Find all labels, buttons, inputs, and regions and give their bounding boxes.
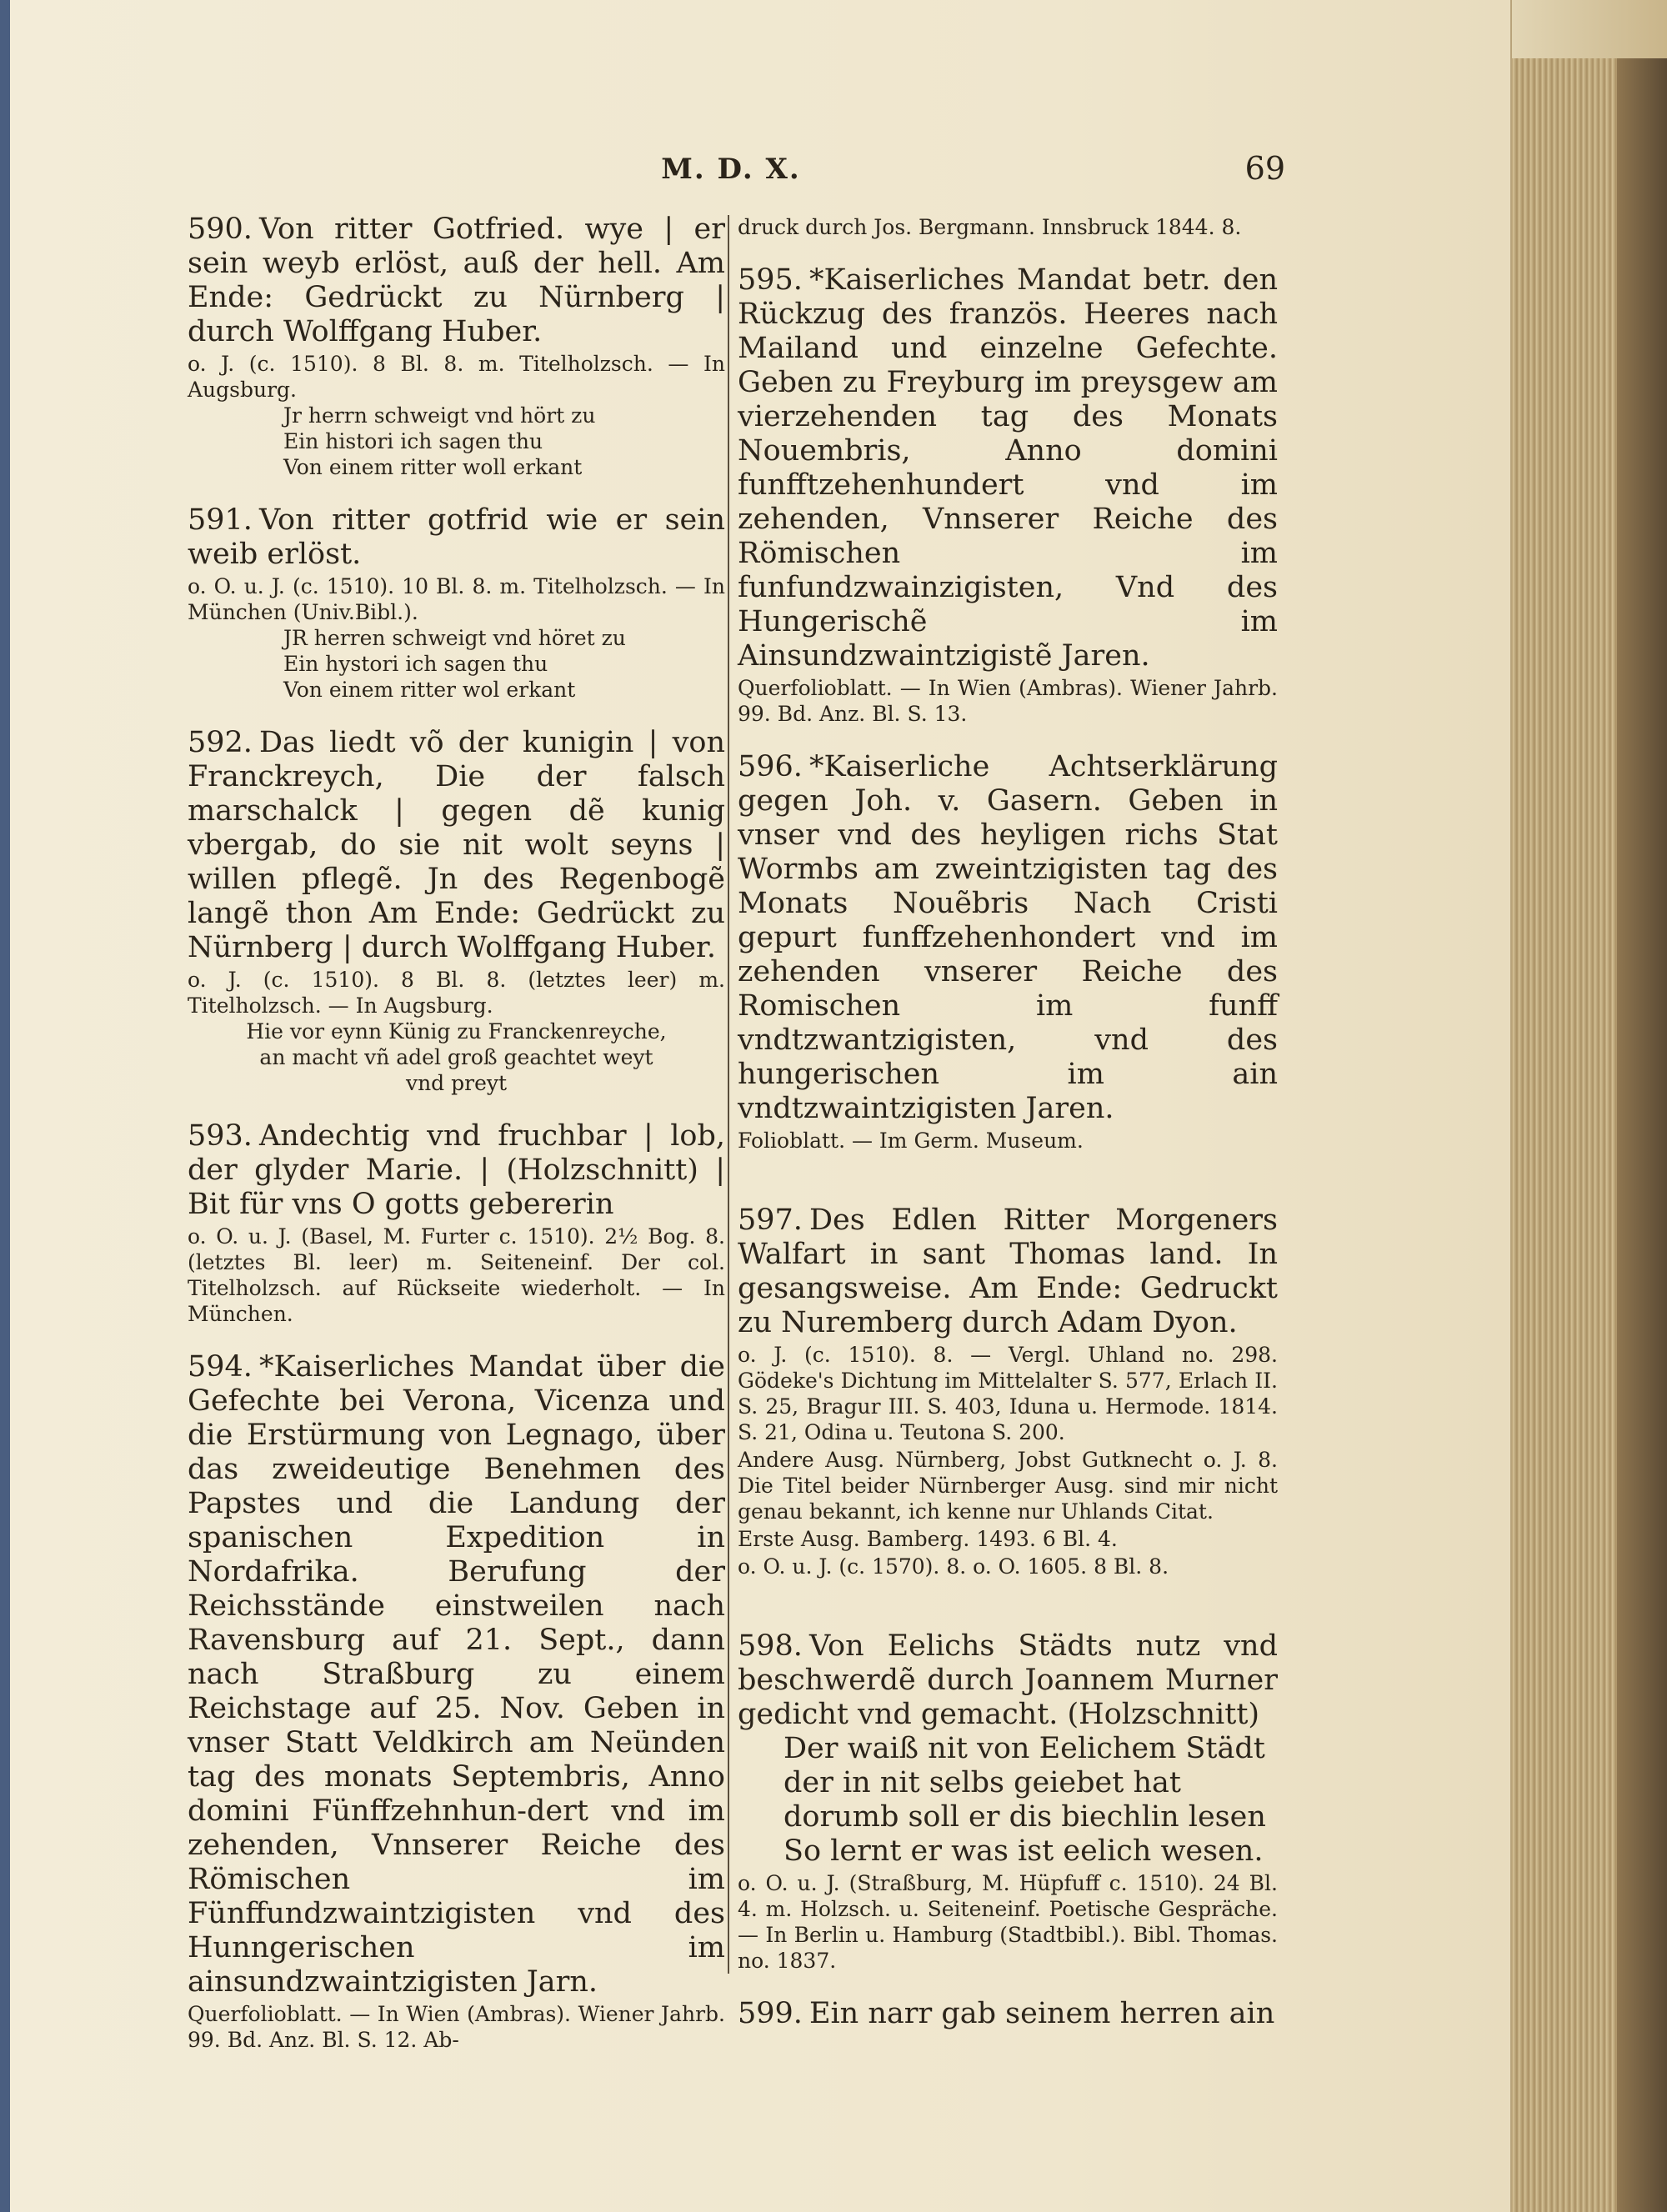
verse-line: Jr herrn schweigt vnd hört zu (283, 403, 596, 428)
verse-line: Von einem ritter woll erkant (283, 455, 583, 479)
entry-595 (738, 263, 1278, 727)
entry-biblio: o. O. u. J. (Basel, M. Furter c. 1510). 2½ Bog. 8. (letztes Bl. leer) m. Seiteneinf. Der col. Titelholzsch. auf Rückseite wiederholt. — In München. (188, 1224, 725, 1326)
entry-592 (188, 726, 725, 1096)
entry-biblio: o. O. u. J. (Straßburg, M. Hüpfuff c. 1510). 24 Bl. 4. m. Holzsch. u. Seiteneinf. Poetische Gespräche. — In Berlin u. Hamburg (Stadtbibl.). Bibl. Thomas. no. 1837. (738, 1871, 1278, 1973)
entry-title: Von ritter Gotfried. wye | er sein weyb erlöst, auß der hell. Am Ende: Gedrückt zu Nürnberg | durch Wolffgang Huber. (188, 213, 725, 348)
entry-biblio: o. J. (c. 1510). 8 Bl. 8. m. Titelholzsch. — In Augsburg. (188, 352, 725, 402)
verse-line: dorumb soll er dis biechlin lesen (783, 1800, 1266, 1834)
entry-biblio: Querfolioblatt. — In Wien (Ambras). Wiener Jahrb. 99. Bd. Anz. Bl. S. 13. (738, 676, 1278, 726)
verse-line: Der waiß nit von Eelichem Städt (783, 1732, 1265, 1765)
entry-number: 592. (188, 726, 253, 759)
entry-title: Andechtig vnd fruchbar | lob, der glyder Marie. | (Holzschnitt) | Bit für vns O gotts gebererin (188, 1119, 725, 1221)
entry-598 (738, 1629, 1278, 1974)
entry-597 (738, 1204, 1278, 1579)
entry-title: *Kaiserliches Mandat über die Gefechte bei Verona, Vicenza und die Erstürmung von Legnago, über das zweideutige Benehmen des Papstes und die Landung der spanischen Expedition in Nordafrika. Berufung der Reichsstände einstweilen nach Ravensburg auf 21. Sept., dann nach Straßburg zu einem Reichstage auf 25. Nov. Geben in vnser Statt Veldkirch am Neünden tag des monats Septembris, Anno domini Fünffzehnhun-dert vnd im zehenden, Vnnserer Reiche des Römischen im Fünffundzwaintzigisten vnd des Hunngerischen im ainsundzwaintzigisten Jarn. (188, 1350, 725, 1999)
column-divider (728, 215, 729, 1974)
page-stack-edge (1496, 58, 1667, 2212)
entry-number: 590. (188, 213, 253, 246)
entry-title: *Kaiserliches Mandat betr. den Rückzug des französ. Heeres nach Mailand und einzelne Gefechte. Geben zu Freyburg im preysgew am vierzehenden tag des Monats Nouembris, Anno domini funfftzehenhundert vnd im zehenden, Vnnserer Reiche des Römischen im funfundzwainzigisten, Vnd des Hungerischẽ im Ainsundzwaintzigistẽ Jaren. (738, 263, 1278, 673)
verse-line: der in nit selbs geiebet hat (783, 1766, 1181, 1799)
verse-line: vnd preyt (405, 1071, 508, 1095)
verse-line: Von einem ritter wol erkant (283, 678, 576, 702)
verse-line: an macht vñ adel groß geachtet weyt (259, 1045, 653, 1069)
entry-number: 591. (188, 503, 253, 537)
entry-biblio: Querfolioblatt. — In Wien (Ambras). Wiener Jahrb. 99. Bd. Anz. Bl. S. 12. Ab- (188, 2002, 725, 2052)
book-cover-edge (0, 0, 10, 2212)
entry-biblio-continued: druck durch Jos. Bergmann. Innsbruck 1844. 8. (738, 215, 1242, 239)
left-column (188, 213, 725, 2053)
entry-title: Ein narr gab seinem herren ain (808, 1997, 1275, 2030)
entry-number: 598. (738, 1629, 803, 1663)
entry-title: Des Edlen Ritter Morgeners Walfart in sant Thomas land. In gesangsweise. Am Ende: Gedruckt zu Nuremberg durch Adam Dyon. (738, 1204, 1278, 1339)
verse-line: So lernt er was ist eelich wesen. (783, 1834, 1264, 1868)
entry-number: 594. (188, 1350, 253, 1384)
entry-biblio: Erste Ausg. Bamberg. 1493. 6 Bl. 4. (738, 1527, 1118, 1551)
verse-line: Ein hystori ich sagen thu (283, 652, 548, 676)
entry-number: 595. (738, 263, 803, 297)
entry-590 (188, 213, 725, 480)
entry-title: Von Eelichs Städts nutz vnd beschwerdẽ durch Joannem Murner gedicht vnd gemacht. (Holzschnitt) (738, 1629, 1278, 1731)
entry-number: 599. (738, 1997, 803, 2030)
entry-number: 596. (738, 750, 803, 783)
entry-biblio: o. O. u. J. (c. 1510). 10 Bl. 8. m. Titelholzsch. — In München (Univ.Bibl.). (188, 574, 725, 624)
running-header: M. D. X. (661, 153, 801, 186)
entry-599 (738, 1997, 1278, 2031)
page-number: 69 (1244, 150, 1285, 187)
verse-line: Hie vor eynn Künig zu Franckenreyche, (246, 1019, 667, 1043)
entry-title: Das liedt võ der kunigin | von Franckreych, Die der falsch marschalck | gegen dẽ kunig vbergab, do sie nit wolt seyns | willen pflegẽ. Jn des Regenbogẽ langẽ thon Am Ende: Gedrückt zu Nürnberg | durch Wolffgang Huber. (188, 726, 725, 964)
entry-593 (188, 1119, 725, 1327)
right-column (738, 213, 1278, 2031)
verse-line: JR herren schweigt vnd höret zu (283, 626, 626, 650)
entry-biblio: Folioblatt. — Im Germ. Museum. (738, 1129, 1084, 1153)
entry-biblio: o. O. u. J. (c. 1570). 8. o. O. 1605. 8 Bl. 8. (738, 1554, 1169, 1579)
entry-594 (188, 1350, 725, 2053)
entry-title: *Kaiserliche Achtserklärung gegen Joh. v. Gasern. Geben in vnser vnd des heyligen richs Stat Wormbs am zweintzigisten tag des Monats Nouẽbris Nach Cristi gepurt funffzehenhondert vnd im zehenden vnserer Reiche des Romischen im funff vndtzwantzigisten, vnd des hungerischen im ain vndtzwaintzigisten Jaren. (738, 750, 1278, 1125)
entry-title: Von ritter gotfrid wie er sein weib erlöst. (188, 503, 725, 571)
entry-biblio: Andere Ausg. Nürnberg, Jobst Gutknecht o. J. 8. Die Titel beider Nürnberger Ausg. sind mir nicht genau bekannt, ich kenne nur Uhlands Citat. (738, 1448, 1278, 1524)
entry-596 (738, 750, 1278, 1154)
entry-591 (188, 503, 725, 703)
entry-number: 593. (188, 1119, 253, 1153)
entry-number: 597. (738, 1204, 803, 1237)
entry-biblio: o. J. (c. 1510). 8 Bl. 8. (letztes leer) m. Titelholzsch. — In Augsburg. (188, 968, 725, 1018)
verse-line: Ein histori ich sagen thu (283, 429, 543, 453)
entry-biblio: o. J. (c. 1510). 8. — Vergl. Uhland no. 298. Gödeke's Dichtung im Mittelalter S. 577, Erlach II. S. 25, Bragur III. S. 403, Iduna u. Hermode. 1814. S. 21, Odina u. Teutona S. 200. (738, 1343, 1278, 1444)
